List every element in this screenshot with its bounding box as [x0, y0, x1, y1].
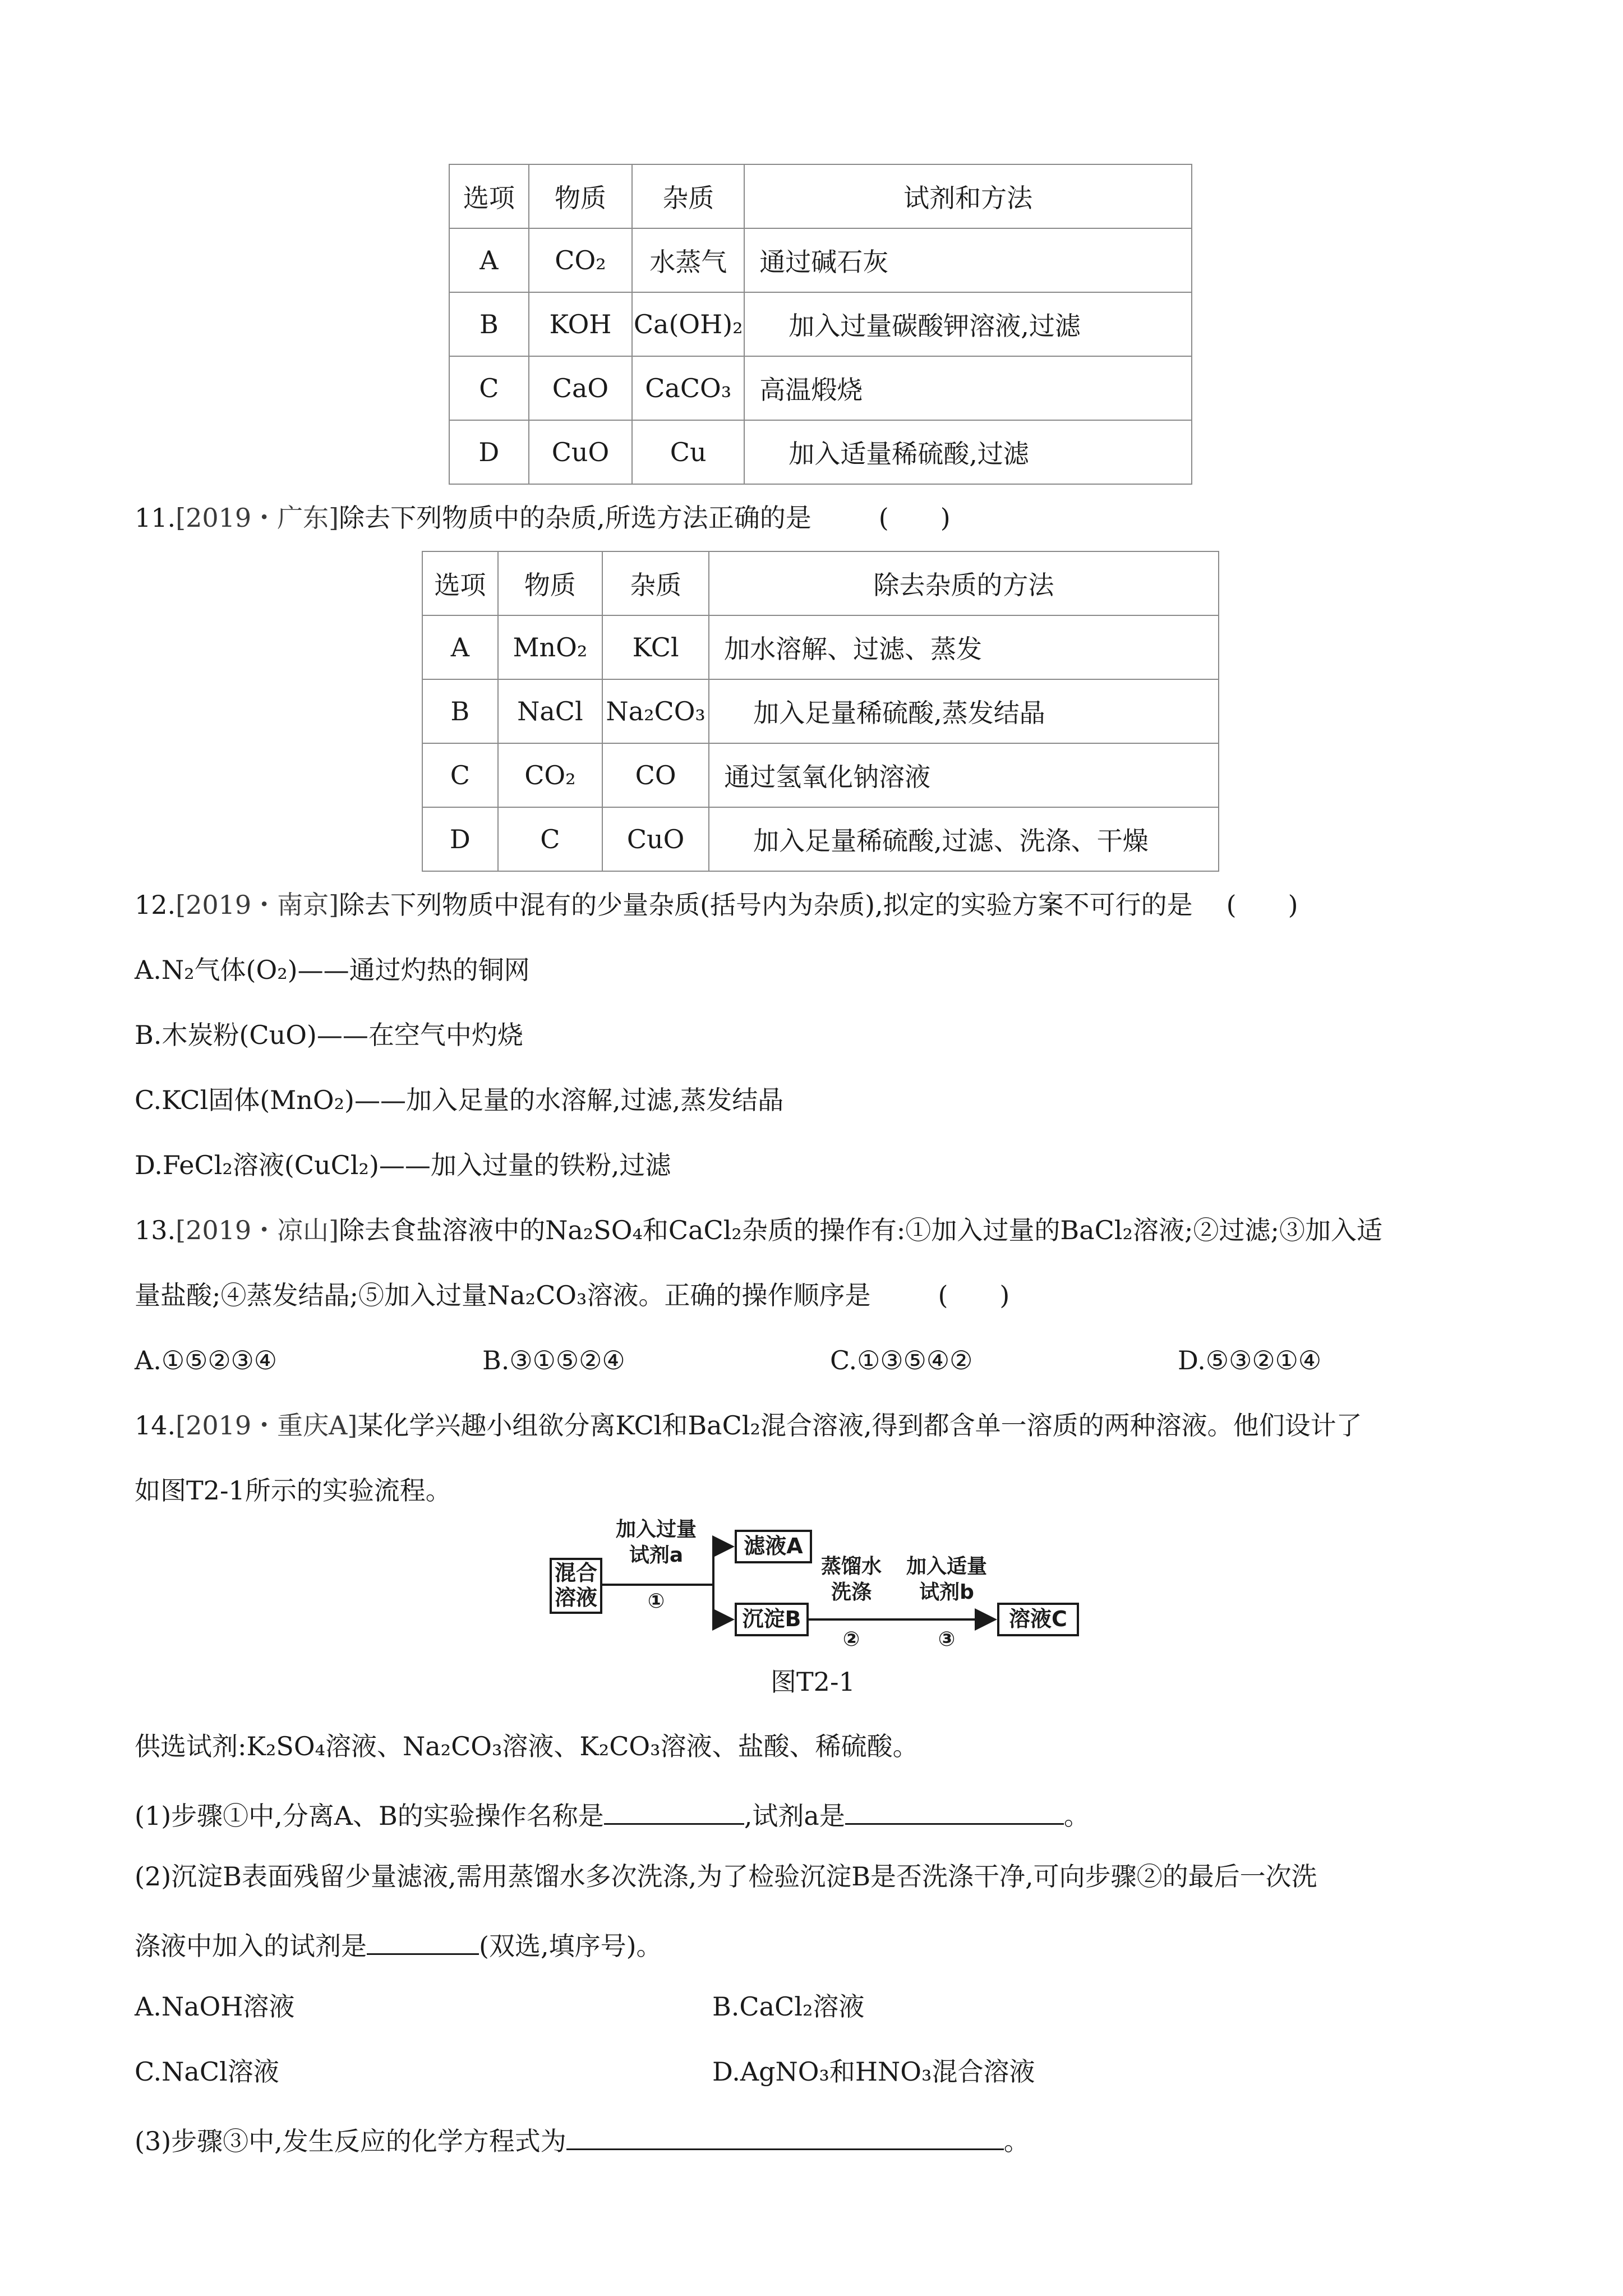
cell: CuO [529, 420, 633, 484]
cell: D [422, 807, 498, 871]
q13-option-d: D.⑤③②①④ [1178, 1345, 1322, 1375]
sub1-text-a: (1)步骤①中,分离A、B的实验操作名称是 [135, 1801, 604, 1831]
header-option: 选项 [449, 164, 529, 228]
cell: 通过碱石灰 [744, 228, 1192, 292]
step2-number: ② [842, 1628, 860, 1651]
step1-label-top: 加入过量 [615, 1518, 697, 1541]
cell: 通过氢氧化钠溶液 [709, 743, 1219, 807]
q11-stem [135, 505, 951, 531]
step3-label-mid: 试剂b [919, 1581, 974, 1604]
step3-label-top: 加入适量 [906, 1555, 987, 1578]
question-text: 某化学兴趣小组欲分离KCl和BaCl₂混合溶液,得到都含单一溶质的两种溶液。他们设计了 [357, 1410, 1362, 1441]
answer-blank-reagent-a[interactable] [845, 1798, 1064, 1825]
table-row [422, 807, 1219, 871]
answer-blank-operation[interactable] [604, 1798, 744, 1825]
sub3-text-b: 。 [1003, 2126, 1030, 2156]
q12-option-a: A.N₂气体(O₂)——通过灼热的铜网 [135, 955, 530, 985]
q13-stem-line1 [135, 1217, 1382, 1243]
cell: CO [602, 743, 709, 807]
cell: D [449, 420, 529, 484]
table-row [449, 292, 1192, 356]
precipitate-b-box: 沉淀B [735, 1603, 809, 1636]
question-text: 除去下列物质中的杂质,所选方法正确的是 [339, 503, 811, 533]
cell: Na₂CO₃ [602, 679, 709, 743]
sub2-option-d: D.AgNO₃和HNO₃混合溶液 [712, 2056, 1035, 2087]
sub1-text-c: 。 [1063, 1801, 1090, 1831]
table-row [449, 228, 1192, 292]
cell: C [449, 356, 529, 420]
cell: CaCO₃ [632, 356, 744, 420]
step1-number: ① [647, 1590, 665, 1613]
answer-paren: ( ) [878, 503, 951, 533]
q14-sub1 [135, 1798, 1090, 1829]
question-source: [2019・凉山] [176, 1215, 339, 1245]
header-method: 除去杂质的方法 [709, 551, 1219, 615]
answer-paren: ( ) [1226, 890, 1298, 920]
q12-option-b: B.木炭粉(CuO)——在空气中灼烧 [135, 1020, 523, 1050]
question-text: 除去下列物质中混有的少量杂质(括号内为杂质),拟定的实验方案不可行的是 [339, 890, 1193, 920]
flow-diagram [550, 1517, 1088, 1652]
header-method: 试剂和方法 [744, 164, 1192, 228]
question-number: 13. [135, 1215, 176, 1245]
question-number: 11. [135, 503, 176, 533]
step3-number: ③ [938, 1628, 956, 1651]
header-impurity: 杂质 [602, 551, 709, 615]
q14-reagents: 供选试剂:K₂SO₄溶液、Na₂CO₃溶液、K₂CO₃溶液、盐酸、稀硫酸。 [135, 1731, 919, 1761]
cell: 加入足量稀硫酸,过滤、洗涤、干燥 [709, 807, 1219, 871]
table-2 [422, 551, 1219, 872]
answer-paren: ( ) [938, 1280, 1010, 1310]
q12-stem [135, 892, 1298, 918]
table-row [422, 679, 1219, 743]
table-row [449, 356, 1192, 420]
question-source: [2019・广东] [176, 503, 339, 533]
header-option: 选项 [422, 551, 498, 615]
q14-sub2-line2 [135, 1929, 662, 1959]
cell: C [498, 807, 603, 871]
cell: 水蒸气 [632, 228, 744, 292]
q12-option-d: D.FeCl₂溶液(CuCl₂)——加入过量的铁粉,过滤 [135, 1150, 671, 1180]
sub3-text-a: (3)步骤③中,发生反应的化学方程式为 [135, 2126, 566, 2156]
cell: Ca(OH)₂ [632, 292, 744, 356]
table-header [422, 551, 1219, 615]
answer-blank-equation[interactable] [566, 2124, 1004, 2150]
table-header [449, 164, 1192, 228]
table-row [449, 420, 1192, 484]
cell: CaO [529, 356, 633, 420]
sub2-text-a: 涤液中加入的试剂是 [135, 1931, 367, 1961]
cell: MnO₂ [498, 615, 603, 679]
question-source: [2019・南京] [176, 890, 339, 920]
table-row [422, 615, 1219, 679]
cell: CuO [602, 807, 709, 871]
cell: A [422, 615, 498, 679]
cell: 加入适量稀硫酸,过滤 [744, 420, 1192, 484]
cell: C [422, 743, 498, 807]
table-row [422, 743, 1219, 807]
table-1 [449, 164, 1192, 485]
q14-sub2-line1: (2)沉淀B表面残留少量滤液,需用蒸馏水多次洗涤,为了检验沉淀B是否洗涤干净,可向步骤②的最后一次洗 [135, 1861, 1317, 1892]
cell: A [449, 228, 529, 292]
q13-option-c: C.①③⑤④② [830, 1345, 973, 1375]
cell: 高温煅烧 [744, 356, 1192, 420]
sub2-text-b: (双选,填序号)。 [479, 1931, 662, 1961]
header-substance: 物质 [498, 551, 603, 615]
question-text: 除去食盐溶液中的Na₂SO₄和CaCl₂杂质的操作有:①加入过量的BaCl₂溶液;②过滤;③加入适 [339, 1215, 1382, 1245]
header-impurity: 杂质 [632, 164, 744, 228]
solution-c-box: 溶液C [997, 1603, 1079, 1636]
header-substance: 物质 [529, 164, 633, 228]
cell: Cu [632, 420, 744, 484]
q13-option-b: B.③①⑤②④ [482, 1345, 625, 1375]
q14-sub3 [135, 2124, 1030, 2154]
q13-stem-line2 [135, 1282, 1009, 1308]
q14-stem-line1 [135, 1410, 1362, 1441]
cell: 加入过量碳酸钾溶液,过滤 [744, 292, 1192, 356]
q13-option-a: A.①⑤②③④ [135, 1345, 278, 1375]
mixture-box: 混合 溶液 [550, 1558, 602, 1614]
cell: B [422, 679, 498, 743]
sub1-text-b: ,试剂a是 [744, 1801, 845, 1831]
cell: 加水溶解、过滤、蒸发 [709, 615, 1219, 679]
question-text: 量盐酸;④蒸发结晶;⑤加入过量Na₂CO₃溶液。正确的操作顺序是 [135, 1280, 871, 1310]
q12-option-c: C.KCl固体(MnO₂)——加入足量的水溶解,过滤,蒸发结晶 [135, 1085, 784, 1115]
filtrate-a-box: 滤液A [735, 1530, 812, 1563]
sub2-option-a: A.NaOH溶液 [135, 1991, 295, 2022]
cell: CO₂ [498, 743, 603, 807]
q14-stem-line2: 如图T2-1所示的实验流程。 [135, 1475, 451, 1506]
cell: KOH [529, 292, 633, 356]
answer-blank-test-reagent[interactable] [367, 1929, 479, 1955]
sub2-option-c: C.NaCl溶液 [135, 2056, 279, 2087]
cell: 加入足量稀硫酸,蒸发结晶 [709, 679, 1219, 743]
cell: CO₂ [529, 228, 633, 292]
step1-label-mid: 试剂a [629, 1544, 684, 1567]
step2-label-mid: 洗涤 [831, 1581, 872, 1604]
cell: NaCl [498, 679, 603, 743]
step2-label-top: 蒸馏水 [820, 1555, 882, 1578]
sub2-option-b: B.CaCl₂溶液 [712, 1991, 865, 2022]
figure-caption: 图T2-1 [771, 1667, 855, 1697]
cell: B [449, 292, 529, 356]
question-number: 12. [135, 890, 176, 920]
cell: KCl [602, 615, 709, 679]
question-number: 14. [135, 1410, 176, 1441]
question-source: [2019・重庆A] [176, 1410, 358, 1441]
